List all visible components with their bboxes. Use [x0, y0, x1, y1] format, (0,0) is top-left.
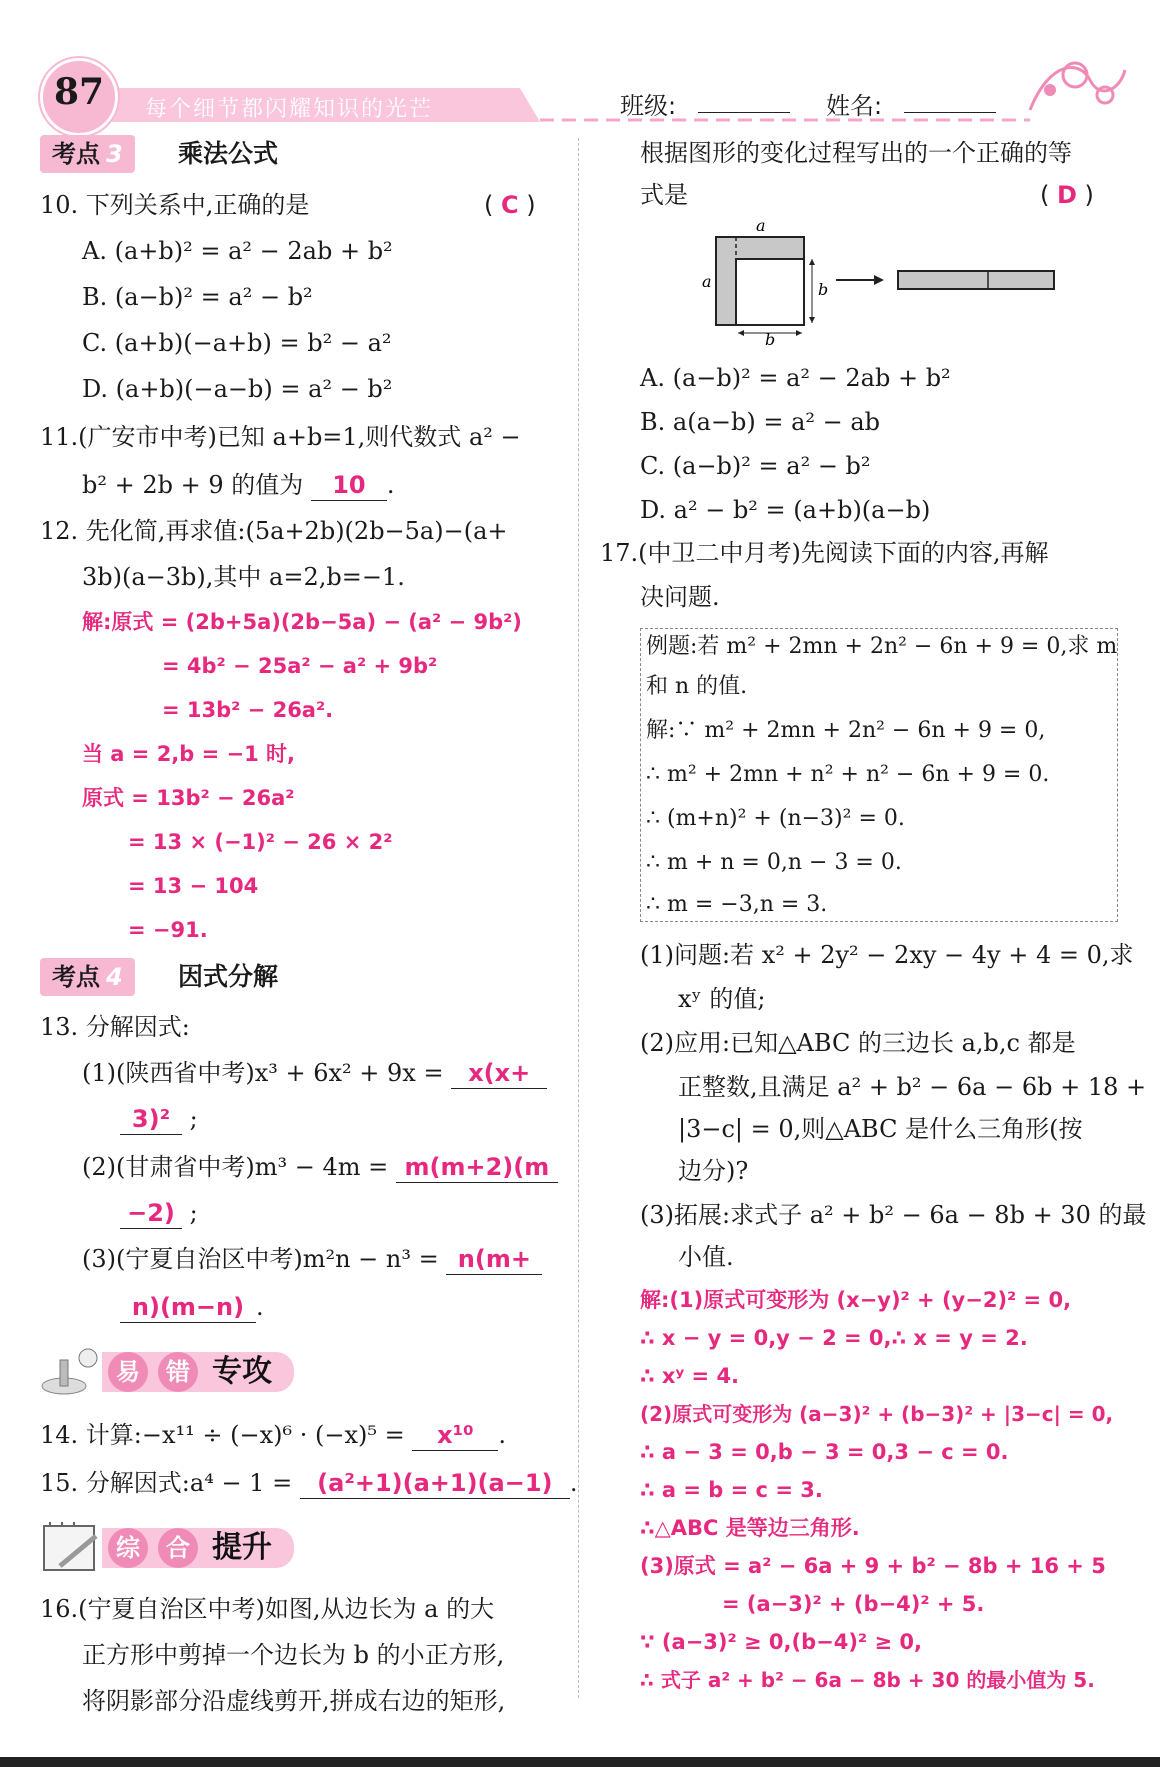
page-number-badge — [40, 58, 118, 136]
q13-part1-line2: 3)² ; — [120, 1104, 198, 1135]
q13-part3-line1: (3)(宁夏自治区中考)m²n − n³ = n(m+ — [82, 1244, 542, 1275]
q17-example-6: ∴ m = −3,n = 3. — [646, 892, 828, 917]
section-zonghe-title: 提升 — [212, 1530, 272, 1565]
fig-label-a-top: a — [756, 216, 766, 235]
section-yicuo-char-1: 易 — [108, 1352, 148, 1392]
q17-sol-5: ∴ a = b = c = 3. — [640, 1478, 823, 1502]
q16-line3: 将阴影部分沿虚线剪开,拼成右边的矩形, — [82, 1687, 506, 1715]
page-number: 87 — [53, 71, 105, 113]
q17-line1: 17.(中卫二中月考)先阅读下面的内容,再解 — [600, 539, 1049, 567]
kaodian-4-badge: 考点 4 — [40, 958, 135, 996]
q15-line: 15. 分解因式:a⁴ − 1 = (a²+1)(a+1)(a−1) . — [40, 1469, 578, 1497]
q12-sol-4: 原式 = 13b² − 26a² — [82, 786, 295, 810]
q17-part-5: 边分)? — [678, 1157, 749, 1185]
q16-figure — [700, 215, 1070, 345]
q17-sol-6: ∴△ABC 是等边三角形. — [640, 1516, 860, 1540]
q12-sol-6: = 13 − 104 — [128, 874, 259, 898]
q17-sol-2: ∴ xʸ = 4. — [640, 1364, 740, 1388]
q17-sol-7: (3)原式 = a² − 6a + 9 + b² − 8b + 16 + 5 — [640, 1554, 1106, 1578]
q16-cont-line1: 根据图形的变化过程写出的一个正确的等 — [640, 139, 1072, 167]
q12-sol-7: = −91. — [128, 918, 208, 942]
q17-example-3: ∴ m² + 2mn + n² + n² − 6n + 9 = 0. — [646, 762, 1050, 787]
q12-sol-0: 解:原式 = (2b+5a)(2b−5a) − (a² − 9b²) — [82, 610, 522, 634]
q12-line2: 3b)(a−3b),其中 a=2,b=−1. — [82, 563, 405, 591]
kaodian-3-title: 乘法公式 — [178, 139, 279, 168]
fig-label-b-right: b — [818, 280, 829, 299]
q17-sol-10: ∴ 式子 a² + b² − 6a − 8b + 30 的最小值为 5. — [640, 1668, 1095, 1692]
q10-answer: C — [501, 191, 519, 219]
q16-option-a: A. (a−b)² = a² − 2ab + b² — [640, 364, 951, 392]
q16-line1: 16.(宁夏自治区中考)如图,从边长为 a 的大 — [40, 1595, 495, 1623]
section-yicuo-title: 专攻 — [212, 1354, 272, 1389]
q17-example-1: 和 n 的值. — [646, 674, 748, 699]
q11-line2: b² + 2b + 9 的值为 10 . — [82, 471, 395, 499]
q15-answer: (a²+1)(a+1)(a−1) — [300, 1468, 570, 1499]
q16-option-b: B. a(a−b) = a² − ab — [640, 408, 881, 436]
q17-sol-8: = (a−3)² + (b−4)² + 5. — [722, 1592, 985, 1616]
q13-part1-answer-a: x(x+ — [451, 1058, 547, 1089]
q12-sol-5: = 13 × (−1)² − 26 × 2² — [128, 830, 393, 854]
q16-cont-line2: 式是 — [640, 181, 688, 209]
q12-line1: 12. 先化简,再求值:(5a+2b)(2b−5a)−(a+ — [40, 517, 508, 545]
section-zonghe-header — [40, 1522, 300, 1570]
q17-sol-0: 解:(1)原式可变形为 (x−y)² + (y−2)² = 0, — [640, 1288, 1072, 1312]
q16-answer-paren: ( D ) — [1040, 181, 1094, 209]
name-label: 姓名: — [826, 92, 883, 120]
q17-sol-4: ∴ a − 3 = 0,b − 3 = 0,3 − c = 0. — [640, 1440, 1009, 1464]
q13-part3-line2: n)(m−n) . — [120, 1292, 264, 1323]
q13-part2-line2: −2) ; — [120, 1198, 198, 1229]
q13-part3-answer-a: n(m+ — [446, 1244, 542, 1275]
q10-option-c: C. (a+b)(−a+b) = b² − a² — [82, 329, 392, 357]
q17-part-3: 正整数,且满足 a² + b² − 6a − 6b + 18 + — [678, 1073, 1147, 1101]
q12-sol-2: = 13b² − 26a². — [162, 698, 334, 722]
q17-part-7: 小值. — [678, 1243, 734, 1271]
q13-part2-answer-a: m(m+2)(m — [396, 1152, 558, 1183]
q17-sol-3: (2)原式可变形为 (a−3)² + (b−3)² + |3−c| = 0, — [640, 1402, 1114, 1426]
bottom-edge-bar — [0, 1757, 1160, 1767]
q16-option-d: D. a² − b² = (a+b)(a−b) — [640, 496, 931, 524]
q17-example-0: 例题:若 m² + 2mn + 2n² − 6n + 9 = 0,求 m — [646, 634, 1118, 659]
q17-part-2: (2)应用:已知△ABC 的三边长 a,b,c 都是 — [640, 1029, 1076, 1057]
magnifier-icon — [40, 1348, 110, 1398]
header — [0, 50, 1160, 130]
q16-answer: D — [1057, 181, 1077, 209]
q13-part2-line1: (2)(甘肃省中考)m³ − 4m = m(m+2)(m — [82, 1152, 558, 1183]
q17-example-4: ∴ (m+n)² + (n−3)² = 0. — [646, 806, 905, 831]
q17-part-6: (3)拓展:求式子 a² + b² − 6a − 8b + 30 的最 — [640, 1201, 1147, 1229]
section-zonghe-char-1: 综 — [108, 1528, 148, 1568]
q17-part-1: xʸ 的值; — [678, 985, 766, 1013]
q13-part1-answer-b: 3)² — [120, 1104, 182, 1135]
q11-line1: 11.(广安市中考)已知 a+b=1,则代数式 a² − — [40, 423, 521, 451]
class-blank — [698, 112, 790, 113]
q13-part3-answer-b: n)(m−n) — [120, 1292, 256, 1323]
flower-ornament-icon — [1020, 50, 1130, 120]
q12-sol-3: 当 a = 2,b = −1 时, — [82, 742, 296, 766]
kaodian-3-badge: 考点 3 — [40, 135, 135, 173]
q17-line2: 决问题. — [640, 583, 720, 611]
q10-answer-paren: ( C ) — [484, 191, 536, 219]
notepad-pencil-icon — [40, 1522, 106, 1576]
column-divider — [578, 138, 579, 1698]
fig-label-b-bottom: b — [765, 330, 776, 345]
q13-part1-line1: (1)(陕西省中考)x³ + 6x² + 9x = x(x+ — [82, 1058, 547, 1089]
q11-answer: 10 — [311, 470, 387, 501]
q17-sol-1: ∴ x − y = 0,y − 2 = 0,∴ x = y = 2. — [640, 1326, 1028, 1350]
q13-stem: 13. 分解因式: — [40, 1013, 190, 1041]
class-label: 班级: — [620, 92, 677, 120]
q16-option-c: C. (a−b)² = a² − b² — [640, 452, 871, 480]
q17-part-4: |3−c| = 0,则△ABC 是什么三角形(按 — [678, 1115, 1083, 1143]
q17-example-2: 解:∵ m² + 2mn + 2n² − 6n + 9 = 0, — [646, 718, 1046, 743]
q17-example-5: ∴ m + n = 0,n − 3 = 0. — [646, 850, 902, 875]
q16-line2: 正方形中剪掉一个边长为 b 的小正方形, — [82, 1641, 505, 1669]
q12-sol-1: = 4b² − 25a² − a² + 9b² — [162, 654, 438, 678]
section-yicuo-header — [40, 1348, 300, 1396]
section-yicuo-char-2: 错 — [158, 1352, 198, 1392]
q10-option-a: A. (a+b)² = a² − 2ab + b² — [82, 237, 393, 265]
q14-answer: x¹⁰ — [412, 1420, 498, 1451]
q14-line: 14. 计算:−x¹¹ ÷ (−x)⁶ · (−x)⁵ = x¹⁰ . — [40, 1421, 507, 1449]
header-slogan: 每个细节都闪耀知识的光芒 — [145, 97, 434, 122]
section-zonghe-char-2: 合 — [158, 1528, 198, 1568]
name-blank — [904, 112, 996, 113]
q10-option-d: D. (a+b)(−a−b) = a² − b² — [82, 375, 393, 403]
q10-stem: 10. 下列关系中,正确的是 — [40, 191, 310, 219]
q17-sol-9: ∵ (a−3)² ≥ 0,(b−4)² ≥ 0, — [640, 1630, 922, 1654]
kaodian-4-title: 因式分解 — [178, 962, 279, 991]
q10-option-b: B. (a−b)² = a² − b² — [82, 283, 313, 311]
q17-part-0: (1)问题:若 x² + 2y² − 2xy − 4y + 4 = 0,求 — [640, 941, 1134, 969]
fig-label-a-left: a — [702, 272, 712, 291]
q13-part2-answer-b: −2) — [120, 1198, 182, 1229]
